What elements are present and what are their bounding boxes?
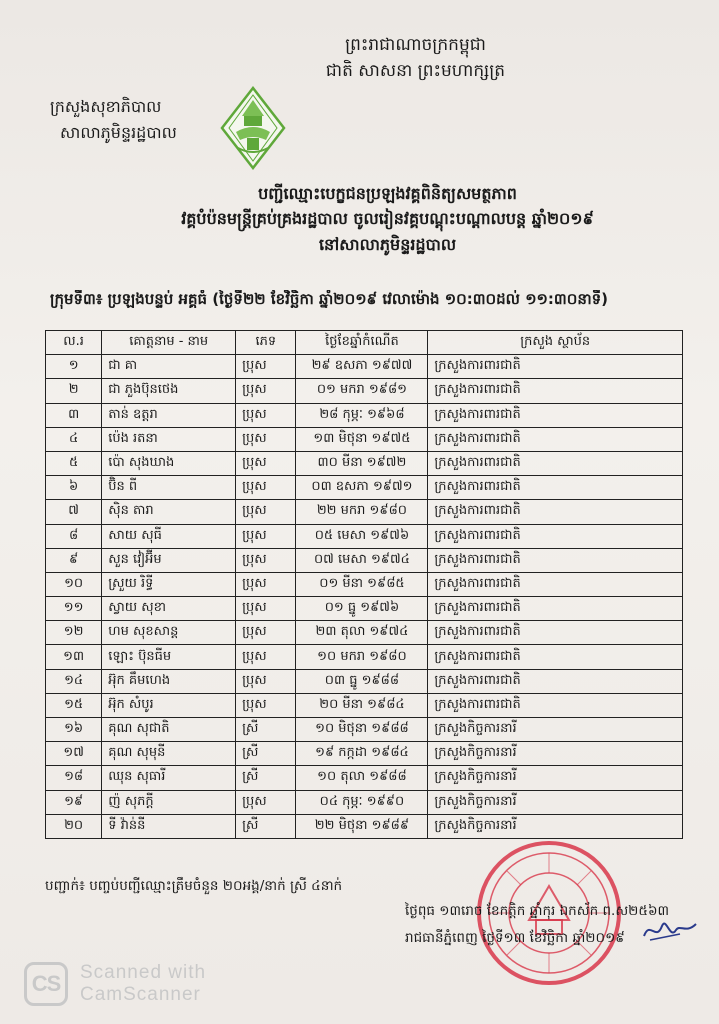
header-number: ល.រ [46, 331, 102, 355]
cell-number: ២០ [46, 814, 102, 838]
cell-name: ស៊ិន តារា [102, 500, 236, 524]
cell-sex: ប្រុស [236, 355, 296, 379]
cell-sex: ប្រុស [236, 669, 296, 693]
cell-name: ជា គា [102, 355, 236, 379]
table-row [46, 766, 683, 790]
table-row [46, 451, 683, 475]
school-name: សាលាភូមិន្ទរដ្ឋបាល [60, 123, 177, 142]
cell-institution: ក្រសួងការពារជាតិ [428, 500, 683, 524]
cell-name: គុណ សុមុនី [102, 742, 236, 766]
candidate-table [45, 330, 683, 839]
cell-number: ២ [46, 379, 102, 403]
cell-number: ៩ [46, 548, 102, 572]
cell-institution: ក្រសួងការពារជាតិ [428, 451, 683, 475]
table-row [46, 693, 683, 717]
table-row [46, 621, 683, 645]
cell-institution: ក្រសួងកិច្ចការនារី [428, 790, 683, 814]
table-row [46, 427, 683, 451]
cell-institution: ក្រសួងការពារជាតិ [428, 572, 683, 596]
cell-number: ១៨ [46, 766, 102, 790]
table-row [46, 524, 683, 548]
cell-institution: ក្រសួងកិច្ចការនារី [428, 742, 683, 766]
cell-dob: ០៣ ធ្នូ ១៩៨៨ [296, 669, 428, 693]
exam-group-line: ក្រុមទី៣៖ ប្រឡងបន្ទប់ អគ្គធំ (ថ្ងៃទី២២ ខែវិច្ឆិកា ឆ្នាំ២០១៩ វេលាម៉ោង ១០:៣០ដល់ ១១:៣០នាទី) [50, 290, 608, 308]
table-row [46, 548, 683, 572]
cell-institution: ក្រសួងការពារជាតិ [428, 476, 683, 500]
watermark-line-1: Scanned with [80, 962, 207, 983]
cell-dob: ៣០ មីនា ១៩៧២ [296, 451, 428, 475]
table-row [46, 355, 683, 379]
header-name: គោត្តនាម - នាម [102, 331, 236, 355]
cell-institution: ក្រសួងការពារជាតិ [428, 355, 683, 379]
camscanner-watermark [80, 962, 206, 1006]
cell-institution: ក្រសួងការពារជាតិ [428, 548, 683, 572]
table-row [46, 597, 683, 621]
document-title-line-2: វគ្គបំប៉នមន្ត្រីគ្រប់គ្រងរដ្ឋបាល ចូលរៀនវគ្គបណ្តុះបណ្តាលបន្ត ឆ្នាំ២០១៩ [181, 209, 594, 228]
cell-name: ជា ភួងប៊ុនថេង [102, 379, 236, 403]
cell-sex: ប្រុស [236, 645, 296, 669]
document-title-line-1: បញ្ជីឈ្មោះបេក្ខជនប្រឡងវគ្គពិនិត្យសមត្ថភាព [258, 184, 517, 203]
table-row [46, 500, 683, 524]
cell-sex: ស្រី [236, 814, 296, 838]
cell-institution: ក្រសួងការពារជាតិ [428, 524, 683, 548]
kingdom-heading: ព្រះរាជាណាចក្រកម្ពុជា [345, 35, 486, 55]
cell-sex: ប្រុស [236, 427, 296, 451]
cell-dob: ១០ មករា ១៩៨០ [296, 645, 428, 669]
cell-dob: ២៣ តុលា ១៩៧៤ [296, 621, 428, 645]
cell-dob: ១៩ កក្កដា ១៩៨៤ [296, 742, 428, 766]
table-row [46, 742, 683, 766]
header-institution: ក្រសួង ស្ថាប័ន [428, 331, 683, 355]
cell-sex: ប្រុស [236, 693, 296, 717]
table-row [46, 645, 683, 669]
table-row [46, 790, 683, 814]
cell-name: សួន វៀអ៊ីម [102, 548, 236, 572]
cell-number: ៤ [46, 427, 102, 451]
cell-name: ទី វ៉ាន់នី [102, 814, 236, 838]
cell-dob: ២០ មីនា ១៩៨៤ [296, 693, 428, 717]
cell-name: ស្វាយ សុខា [102, 597, 236, 621]
lunar-date: ថ្ងៃពុធ ១៣រោច ខែកត្តិក ឆ្នាំកុរ ឯកស័ក ព.ស២៥៦៣ [405, 903, 670, 919]
cell-sex: ប្រុស [236, 500, 296, 524]
cell-institution: ក្រសួងការពារជាតិ [428, 379, 683, 403]
cell-dob: ០១ មីនា ១៩៨៥ [296, 572, 428, 596]
cell-dob: ០៣ ឧសភា ១៩៧១ [296, 476, 428, 500]
table-row [46, 572, 683, 596]
cell-sex: ប្រុស [236, 524, 296, 548]
table-row [46, 814, 683, 838]
document-title-line-3: នៅសាលាភូមិន្ទរដ្ឋបាល [318, 235, 457, 254]
cell-institution: ក្រសួងកិច្ចការនារី [428, 814, 683, 838]
ministry-name: ក្រសួងសុខាភិបាល [50, 97, 162, 116]
cell-name: គុណ សុជាតិ [102, 718, 236, 742]
cell-number: ៦ [46, 476, 102, 500]
cell-name: ហម សុខសាន្ត [102, 621, 236, 645]
place-and-date: រាជធានីភ្នំពេញ ថ្ងៃទី១៣ ខែវិច្ឆិកា ឆ្នាំ២០១៩ [405, 930, 625, 946]
signature-icon [640, 912, 700, 946]
cell-name: ប៉េង រតនា [102, 427, 236, 451]
table-row [46, 403, 683, 427]
cell-sex: ប្រុស [236, 621, 296, 645]
cell-number: ១ [46, 355, 102, 379]
cell-name: ឡោះ ប៊ុនធីម [102, 645, 236, 669]
cell-number: ១៤ [46, 669, 102, 693]
cell-dob: ២២ មិថុនា ១៩៨៩ [296, 814, 428, 838]
cell-name: សាយ សុធី [102, 524, 236, 548]
cell-institution: ក្រសួងការពារជាតិ [428, 403, 683, 427]
footnote: បញ្ជាក់៖ បញ្ចប់បញ្ជីឈ្មោះត្រឹមចំនួន ២០អង្គ/នាក់ ស្រី ៤នាក់ [45, 878, 343, 894]
cell-sex: ប្រុស [236, 572, 296, 596]
table-row [46, 379, 683, 403]
cell-dob: ០៥ មេសា ១៩៧៦ [296, 524, 428, 548]
cell-number: ១១ [46, 597, 102, 621]
cell-institution: ក្រសួងការពារជាតិ [428, 427, 683, 451]
national-motto: ជាតិ សាសនា ព្រះមហាក្សត្រ [325, 61, 506, 81]
table-header-row [46, 331, 683, 355]
cell-number: ១៦ [46, 718, 102, 742]
cell-institution: ក្រសួងការពារជាតិ [428, 693, 683, 717]
cell-number: ១៥ [46, 693, 102, 717]
cell-number: ១២ [46, 621, 102, 645]
cell-dob: ០១ ធ្នូ ១៩៧៦ [296, 597, 428, 621]
cell-dob: ២៩ ឧសភា ១៩៧៧ [296, 355, 428, 379]
header-dob: ថ្ងៃខែឆ្នាំកំណើត [296, 331, 428, 355]
cell-dob: ០១ មករា ១៩៨១ [296, 379, 428, 403]
header-sex: ភេទ [236, 331, 296, 355]
table-row [46, 476, 683, 500]
cell-name: ស្រួយ រិទ្ធី [102, 572, 236, 596]
cell-number: ៨ [46, 524, 102, 548]
cell-institution: ក្រសួងការពារជាតិ [428, 597, 683, 621]
cell-sex: ស្រី [236, 742, 296, 766]
cell-name: ប៊ិន ពី [102, 476, 236, 500]
cell-number: ៣ [46, 403, 102, 427]
cell-sex: ប្រុស [236, 548, 296, 572]
cell-dob: ២៨ កុម្ភៈ ១៩៦៨ [296, 403, 428, 427]
cell-sex: ស្រី [236, 766, 296, 790]
cell-sex: ប្រុស [236, 597, 296, 621]
cell-institution: ក្រសួងកិច្ចការនារី [428, 718, 683, 742]
watermark-line-2: CamScanner [80, 984, 201, 1005]
cell-sex: ប្រុស [236, 403, 296, 427]
cell-number: ១៧ [46, 742, 102, 766]
cell-name: ញ៉ សុភក្តី [102, 790, 236, 814]
cell-sex: ប្រុស [236, 476, 296, 500]
cell-institution: ក្រសួងកិច្ចការនារី [428, 766, 683, 790]
cell-name: អ៊ុក គឹមហេង [102, 669, 236, 693]
cell-institution: ក្រសួងការពារជាតិ [428, 621, 683, 645]
cell-sex: ប្រុស [236, 790, 296, 814]
cell-sex: ស្រី [236, 718, 296, 742]
cell-number: ១៩ [46, 790, 102, 814]
cell-number: ៧ [46, 500, 102, 524]
cell-sex: ប្រុស [236, 451, 296, 475]
cell-dob: ០៧ មេសា ១៩៧៤ [296, 548, 428, 572]
cell-name: ឈុន សុធារី [102, 766, 236, 790]
cell-dob: ១០ តុលា ១៩៨៨ [296, 766, 428, 790]
school-emblem-icon [220, 86, 286, 170]
table-body [46, 355, 683, 839]
camscanner-logo-icon: CS [24, 962, 68, 1006]
cell-name: តាន់ ឧត្តរា [102, 403, 236, 427]
cell-sex: ប្រុស [236, 379, 296, 403]
cell-number: ១០ [46, 572, 102, 596]
cell-name: ប៉ោ សុងឃាង [102, 451, 236, 475]
cell-dob: ១០ មិថុនា ១៩៨៨ [296, 718, 428, 742]
cell-dob: ១៣ មិថុនា ១៩៧៥ [296, 427, 428, 451]
cell-dob: ០៤ កុម្ភៈ ១៩៩០ [296, 790, 428, 814]
cell-dob: ២២ មករា ១៩៨០ [296, 500, 428, 524]
cell-number: ៥ [46, 451, 102, 475]
cell-name: អ៊ុក សំបូរ [102, 693, 236, 717]
table-row [46, 718, 683, 742]
cell-number: ១៣ [46, 645, 102, 669]
table-row [46, 669, 683, 693]
cell-institution: ក្រសួងការពារជាតិ [428, 669, 683, 693]
cell-institution: ក្រសួងការពារជាតិ [428, 645, 683, 669]
